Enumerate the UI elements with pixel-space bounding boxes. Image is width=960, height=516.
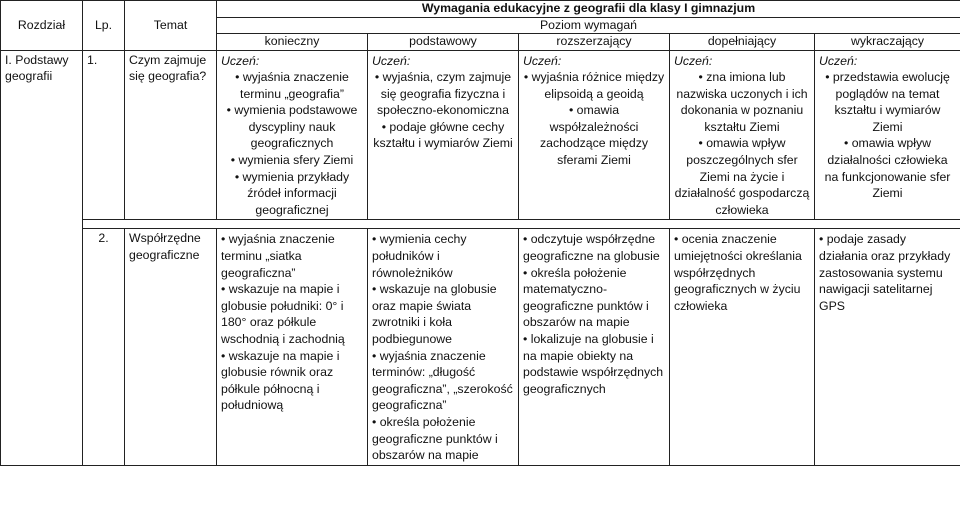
requirements-list [674,69,810,218]
temat-cell: Współrzędne geograficzne [125,229,217,465]
cell-rozszerzajacy [519,50,670,220]
list-item: • określa położenie geograficzne punktów i obszarów na mapie [372,414,498,463]
requirements-list [819,69,956,202]
list-item: • wymienia przykłady źródeł informacji geograficznej [234,169,350,217]
uczen-label: Uczeń: [819,53,858,68]
cell-dopelniajacy [670,229,815,465]
header-dzial: Rozdział [1,1,83,51]
temat-cell: Czym zajmuje się geografia? [125,50,217,220]
list-item: • odczytuje współrzędne geograficzne na globusie [523,232,660,264]
list-item: • wyjaśnia, czym zajmuje się geografia fizyczna i społeczno-ekonomiczna [374,70,512,118]
level-rozszerzajacy: rozszerzający [519,34,670,51]
cell-konieczny [217,229,368,465]
requirements-list [674,231,810,314]
requirements-list [523,69,665,169]
requirements-list [221,231,363,414]
list-item: • wyjaśnia różnice między elipsoidą a geoidą [523,70,665,101]
list-item: • omawia wpływ działalności człowieka na funkcjonowanie sfer Ziemi [824,136,951,201]
list-item: • wskazuje na mapie i globusie równik oraz półkule północną i południową [221,348,340,413]
row-spacer [1,220,960,229]
level-dopelniajacy: dopełniający [670,34,815,51]
list-item: • zna imiona lub nazwiska uczonych i ich dokonania w poznaniu kształtu Ziemi [676,70,808,134]
list-item: • wymienia cechy południków i równoleżników [372,232,467,280]
uczen-label: Uczeń: [372,53,411,68]
lp-cell: 1. [83,50,125,220]
list-item: • lokalizuje na globusie i na mapie obiekty na podstawie współrzędnych geograficznych [523,332,664,396]
level-podstawowy: podstawowy [368,34,519,51]
list-item: • określa położenie matematyczno-geograficzne punktów i obszarów na mapie [523,265,649,330]
list-item: • wyjaśnia znaczenie terminów: „długość geograficzna”, „szerokość geograficzna” [372,348,513,413]
cell-wykraczajacy [815,229,960,465]
level-wykraczajacy: wykraczający [815,34,960,51]
cell-dopelniajacy [670,50,815,220]
cell-wykraczajacy [815,50,960,220]
uczen-label: Uczeń: [674,53,713,68]
cell-podstawowy [368,229,519,465]
list-item: • ocenia znaczenie umiejętności określania współrzędnych geograficznych w życiu człowieka [674,232,802,313]
list-item: • podaje główne cechy kształtu i wymiarów Ziemi [373,119,513,151]
list-item: • podaje zasady działania oraz przykłady zastosowania systemu nawigacji satelitarnej GPS [819,232,951,313]
list-item: • wyjaśnia znaczenie terminu „geografia” [235,70,349,101]
lp-cell: 2. [83,229,125,465]
list-item: • wymienia sfery Ziemi [230,153,354,168]
list-item: • wskazuje na mapie i globusie południki: 0° i 180° oraz półkule wschodnią i zachodnią [221,282,345,346]
list-item: • omawia wpływ poszczególnych sfer Ziemi na życie i działalność gospodarczą człowieka [674,136,810,217]
dzial-cell: I. Podstawy geografii [1,50,83,465]
cell-rozszerzajacy [519,229,670,465]
requirements-list [523,231,665,397]
uczen-label: Uczeń: [221,53,260,68]
uczen-label: Uczeń: [523,53,562,68]
list-item: • wymienia podstawowe dyscypliny nauk geograficznych [226,103,358,151]
header-temat: Temat [125,1,217,51]
list-item: • przedstawia ewolucję poglądów na temat kształtu i wymiarów Ziemi [825,70,950,134]
list-item: • omawia współzależności zachodzące między sferami Ziemi [540,103,648,168]
header-poziom: Poziom wymagań [217,17,960,34]
list-item: • wskazuje na globusie oraz mapie świata zwrotniki i koła podbiegunowe [372,282,497,346]
requirements-list [819,231,956,314]
requirements-list [221,69,363,218]
requirements-list [372,231,514,463]
level-konieczny: konieczny [217,34,368,51]
list-item: • wyjaśnia znaczenie terminu „siatka geograficzna” [221,232,335,280]
table-title: Wymagania edukacyjne z geografii dla klasy I gimnazjum [217,1,960,18]
table-row [1,50,960,220]
cell-podstawowy [368,50,519,220]
cell-konieczny [217,50,368,220]
requirements-list [372,69,514,152]
table-row [1,229,960,465]
header-lp: Lp. [83,1,125,51]
